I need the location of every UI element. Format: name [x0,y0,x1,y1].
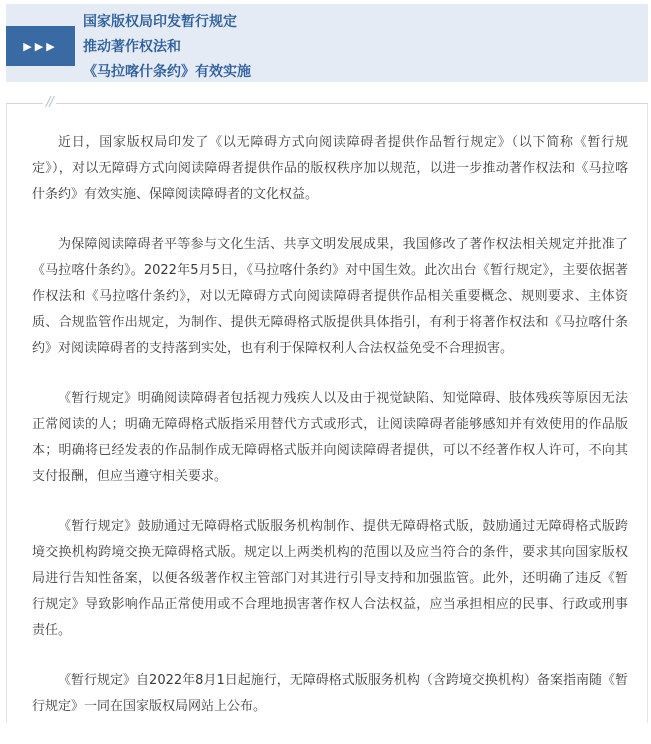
paragraph-5: 《暂行规定》自2022年8月1日起施行，无障碍格式版服务机构（含跨境交换机构）备案指南随《暂行规定》一同在国家版权局网站上公布。 [32,673,628,714]
triple-arrow-icon [6,26,75,66]
article-header [6,4,648,82]
headline-line-1: 国家版权局印发暂行规定 [83,14,237,30]
divider-slash-mark: // [43,95,56,110]
headline-line-3: 《马拉喀什条约》有效实施 [83,64,251,80]
headline [83,10,623,85]
headline-line-2: 推动著作权法和 [83,39,181,55]
arrow-glyphs: ▶▶▶ [23,39,58,53]
article-text [32,130,628,744]
paragraph-4: 《暂行规定》鼓励通过无障碍格式版服务机构制作、提供无障碍格式版，鼓励通过无障碍格式版跨境交换机构跨境交换无障碍格式版。规定以上两类机构的范围以及应当符合的条件，要求其向国家版权局进行告知性备案，以便各级著作权主管部门对其进行引导支持和加强监管。此外，还明确了违反《暂行规定》导致影响作品正常使用或不合理地损害著作权人合法权益，应当承担相应的民事、行政或刑事责任。 [32,519,628,638]
paragraph-1: 近日，国家版权局印发了《以无障碍方式向阅读障碍者提供作品暂行规定》（以下简称《暂行规定》），对以无障碍方式向阅读障碍者提供作品的版权秩序加以规范，以进一步推动著作权法和《马拉喀什条约》有效实施、保障阅读障碍者的文化权益。 [32,135,628,202]
paragraph-2: 为保障阅读障碍者平等参与文化生活、共享文明发展成果，我国修改了著作权法相关规定并批准了《马拉喀什条约》。2022年5月5日，《马拉喀什条约》对中国生效。此次出台《暂行规定》，主要依据著作权法和《马拉喀什条约》，对以无障碍方式向阅读障碍者提供作品相关重要概念、规则要求、主体资质、合规监管作出规定，为制作、提供无障碍格式版提供具体指引，有利于将著作权法和《马拉喀什条约》对阅读障碍者的支持落到实处，也有利于保障权利人合法权益免受不合理损害。 [32,237,628,356]
paragraph-3: 《暂行规定》明确阅读障碍者包括视力残疾人以及由于视觉缺陷、知觉障碍、肢体残疾等原因无法正常阅读的人；明确无障碍格式版指采用替代方式或形式，让阅读障碍者能够感知并有效使用的作品版本；明确将已经发表的作品制作成无障碍格式版并向阅读障碍者提供，可以不经著作权人许可，不向其支付报酬，但应当遵守相关要求。 [32,391,628,484]
article-body-box [6,95,648,723]
